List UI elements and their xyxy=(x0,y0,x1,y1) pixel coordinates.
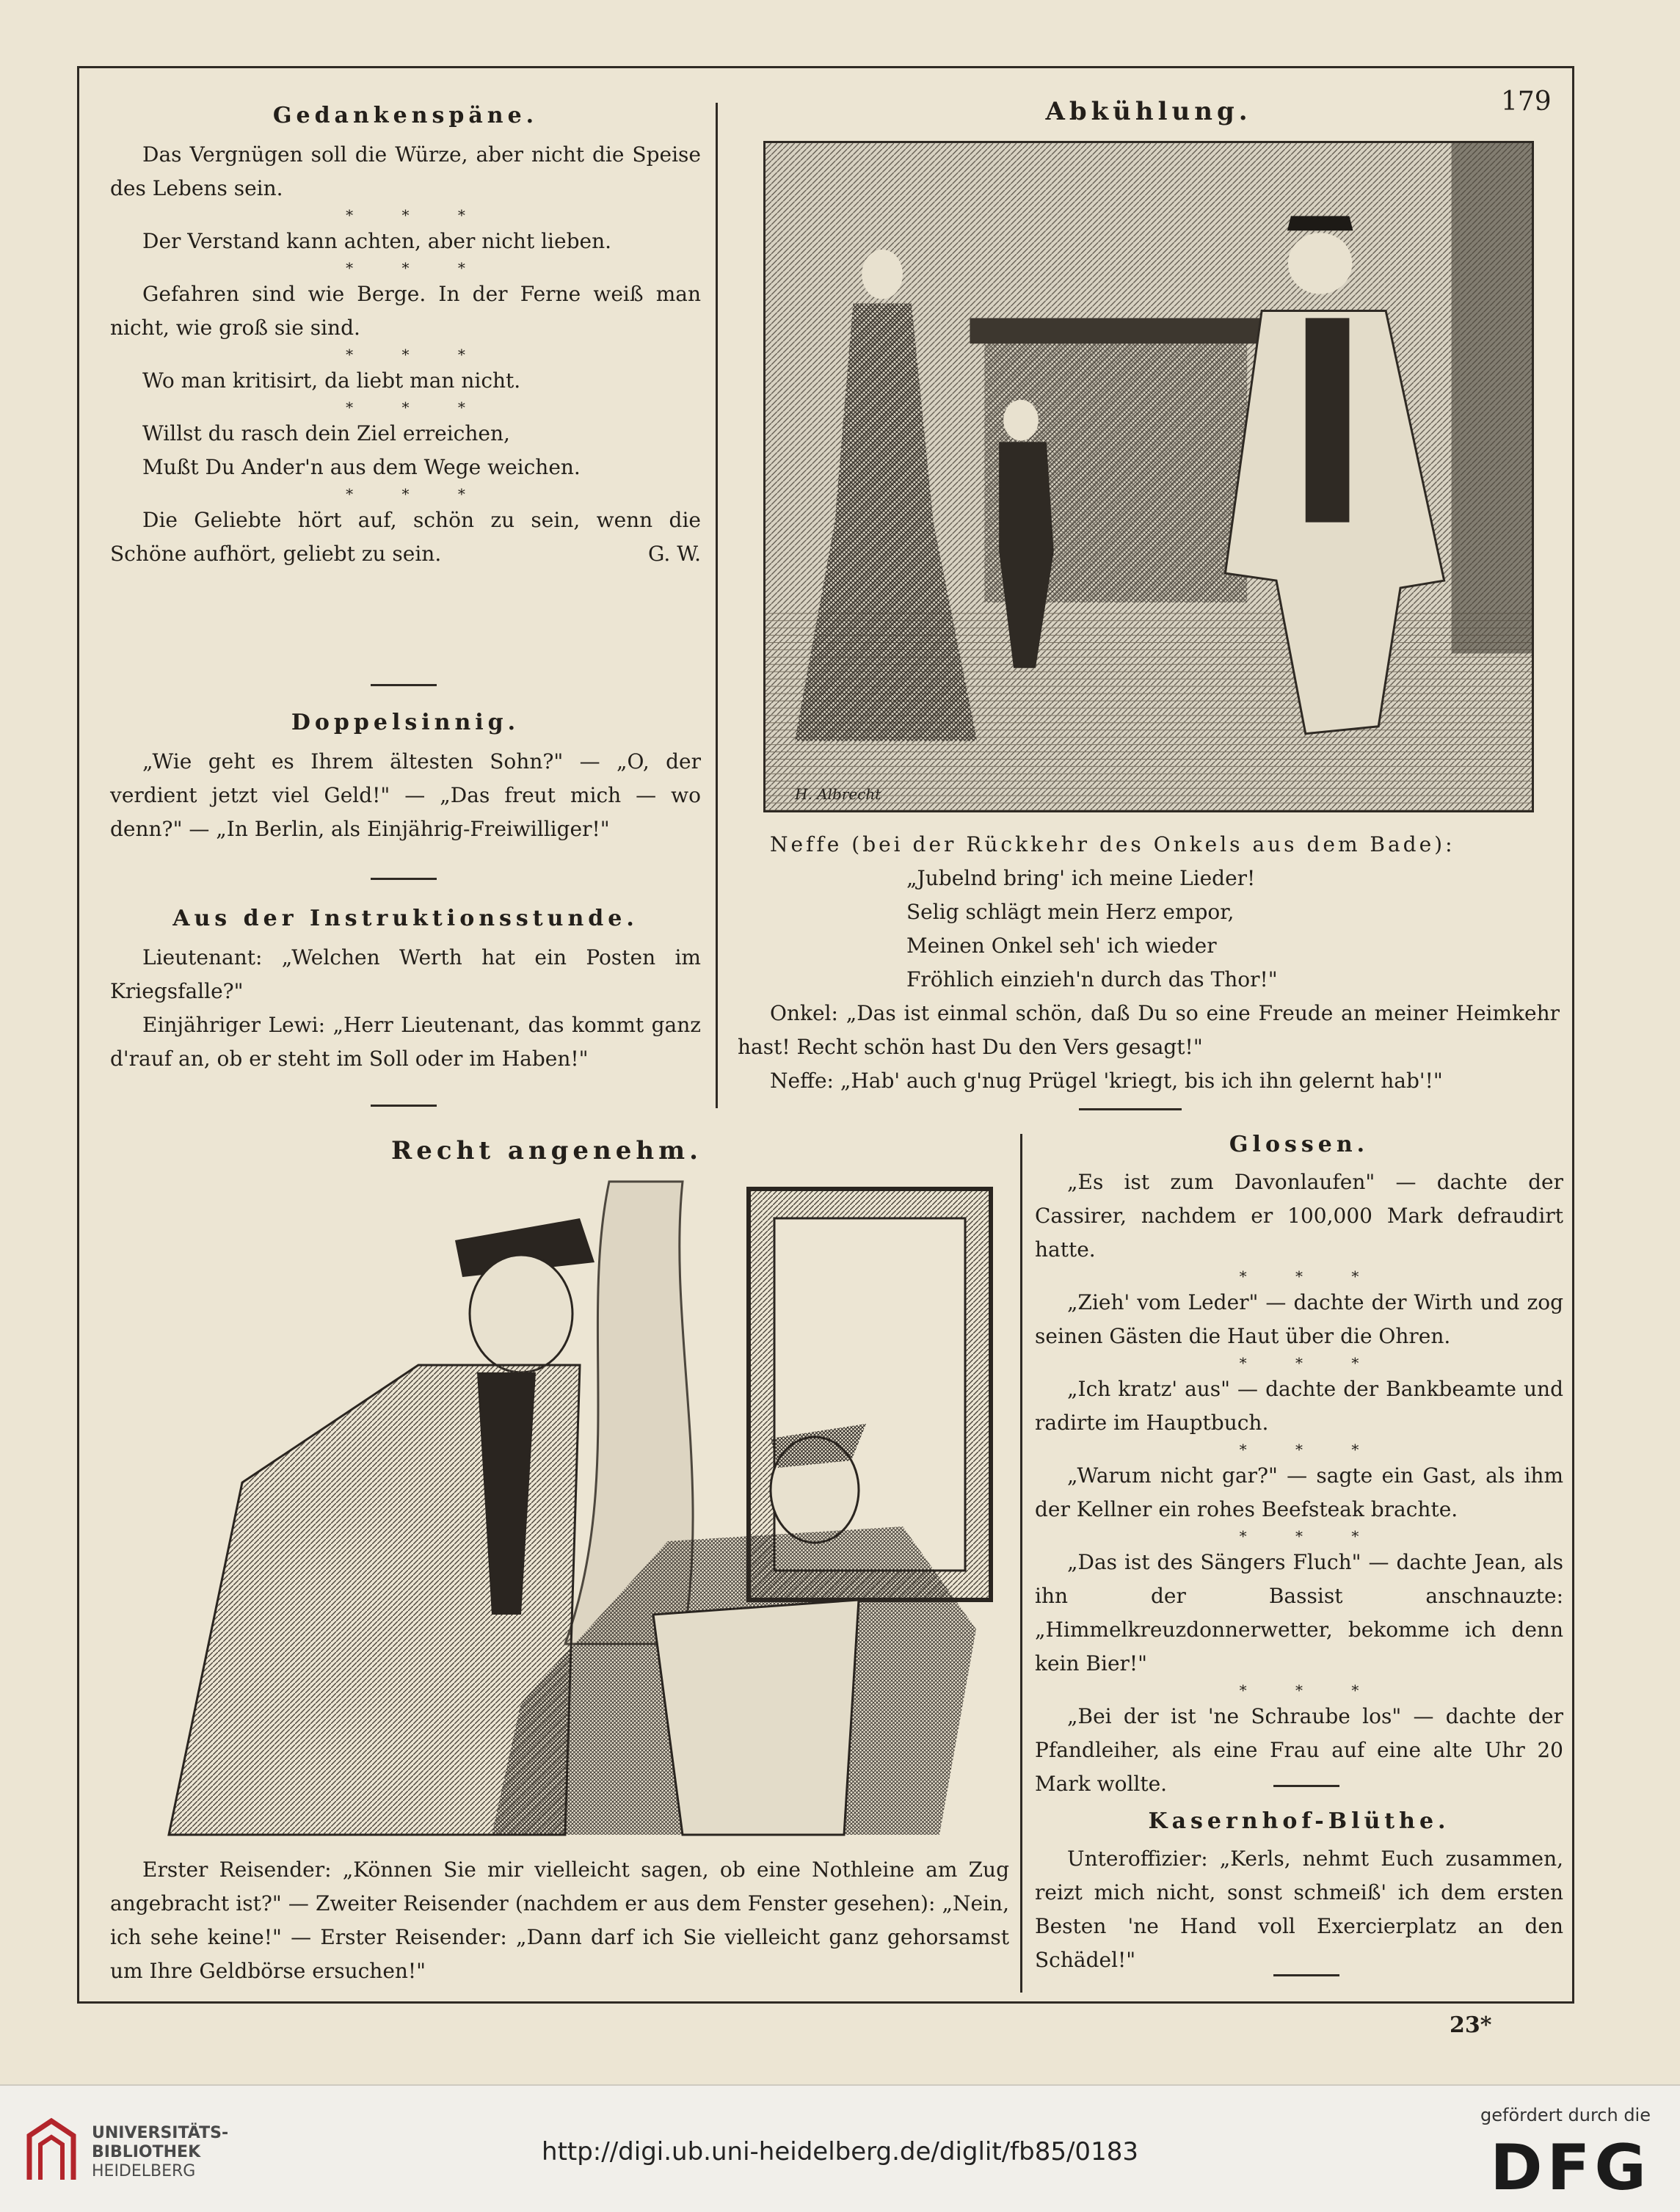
section-rule xyxy=(371,684,437,686)
speaker-line: Neffe (bei der Rückkehr des Onkels aus dem Bade): xyxy=(770,832,1455,856)
section-rule xyxy=(1273,1974,1339,1976)
section-rule xyxy=(371,1105,437,1107)
library-city: HEIDELBERG xyxy=(92,2162,196,2180)
section-kasernhof xyxy=(1035,1807,1563,1977)
verse-line: Willst du rasch dein Ziel erreichen, xyxy=(142,421,510,445)
sheet-mark: 23* xyxy=(1450,2012,1492,2038)
verse-line: Fröhlich einzieh'n durch das Thor!" xyxy=(906,967,1278,992)
gloss-item: „Ich kratz' aus" — dachte der Bankbeamte und radirte im Hauptbuch. xyxy=(1035,1377,1563,1435)
section-gedankenspaene xyxy=(110,101,701,571)
dialog-line: Lieutenant: „Welchen Werth hat ein Posten im Kriegsfalle?" xyxy=(110,945,701,1003)
section-recht-angenehm-caption xyxy=(110,1853,1009,1988)
separator-stars: * * * xyxy=(1239,1681,1381,1699)
aphorism-text: Die Geliebte hört auf, schön zu sein, wenn die Schöne aufhört, geliebt zu sein. xyxy=(110,508,701,566)
verse-line: Meinen Onkel seh' ich wieder xyxy=(906,934,1217,958)
separator-stars: * * * xyxy=(346,485,487,503)
separator-stars: * * * xyxy=(1239,1354,1381,1372)
aphorism xyxy=(110,503,701,571)
separator-stars: * * * xyxy=(346,346,487,363)
illustration-abkuehlung xyxy=(763,141,1534,812)
separator-stars: * * * xyxy=(1239,1527,1381,1545)
dialog-line: Onkel: „Das ist einmal schön, daß Du so eine Freude an meiner Heimkehr hast! Recht schön hast Du den Vers gesagt!" xyxy=(738,1001,1560,1059)
poem xyxy=(738,862,1560,997)
gloss-item: „Zieh' vom Leder" — dachte der Wirth und zog seinen Gästen die Haut über die Ohren. xyxy=(1035,1290,1563,1348)
dialog-line: Neffe: „Hab' auch g'nug Prügel 'kriegt, bis ich ihn gelernt hab'!" xyxy=(770,1069,1443,1093)
section-title: Recht angenehm. xyxy=(391,1136,702,1165)
permalink-url[interactable]: http://digi.ub.uni-heidelberg.de/diglit/fb85/0183 xyxy=(542,2137,1138,2166)
aphorism: Der Verstand kann achten, aber nicht lieben. xyxy=(142,229,612,253)
gloss-item: „Warum nicht gar?" — sagte ein Gast, als ihm der Kellner ein rohes Beefsteak brachte. xyxy=(1035,1463,1563,1521)
library-name-text: UNIVERSITÄTS- BIBLIOTHEK xyxy=(92,2124,229,2161)
section-doppelsinnig xyxy=(110,708,701,846)
section-title: Glossen. xyxy=(1229,1132,1370,1157)
caption-text: Erster Reisender: „Können Sie mir vielleicht sagen, ob eine Nothleine am Zug angebracht ist?" — Zweiter Reisender (nachdem er aus dem Fenster gesehen): „Nein, ich sehe keine!" — Erster Reisender: „Dann darf ich Sie vielleicht ganz gehorsamst um Ihre Geldbörse ersuchen!" xyxy=(110,1858,1009,1983)
separator-stars: * * * xyxy=(346,399,487,416)
gloss-item: „Das ist des Sängers Fluch" — dachte Jean, als ihn der Bassist anschnauzte: „Himmelkreuzdonnerwetter, bekomme ich denn kein Bier!" xyxy=(1035,1550,1563,1676)
verse-line: Mußt Du Ander'n aus dem Wege weichen. xyxy=(142,455,581,479)
engraving-family-scene xyxy=(766,143,1532,810)
column-divider-bottom xyxy=(1020,1134,1022,1993)
section-title: Abkühlung. xyxy=(1045,97,1252,126)
section-rule xyxy=(371,878,437,880)
author-signature: G. W. xyxy=(648,542,701,566)
section-title: Kasernhof-Blüthe. xyxy=(1148,1808,1450,1834)
section-abkuehlung-title xyxy=(734,97,1563,126)
illustration-recht-angenehm xyxy=(110,1174,1013,1838)
separator-stars: * * * xyxy=(1239,1267,1381,1285)
gloss-item: „Bei der ist 'ne Schraube los" — dachte der Pfandleiher, als eine Frau auf eine alte Uhr 20 Mark wollte. xyxy=(1035,1704,1563,1796)
section-rule xyxy=(1273,1785,1339,1787)
engraving-train-compartment xyxy=(110,1174,1013,1838)
page-number: 179 xyxy=(1501,87,1552,117)
section-title: Aus der Instruktionsstunde. xyxy=(172,906,639,931)
dialog-line: Einjähriger Lewi: „Herr Lieutenant, das kommt ganz d'rauf an, ob er steht im Soll oder im Haben!" xyxy=(110,1013,701,1071)
artist-signature: H. Albrecht xyxy=(795,785,881,803)
aphorism: Wo man kritisirt, da liebt man nicht. xyxy=(142,368,521,393)
verse-line: „Jubelnd bring' ich meine Lieder! xyxy=(906,866,1256,890)
joke-text: „Wie geht es Ihrem ältesten Sohn?" — „O, der verdient jetzt viel Geld!" — „Das freut mich — wo denn?" — „In Berlin, als Einjährig-Freiwilliger!" xyxy=(110,749,701,841)
column-divider-top xyxy=(716,103,718,1108)
digitization-footer xyxy=(0,2084,1680,2212)
section-recht-angenehm-title xyxy=(88,1136,1006,1165)
section-title: Doppelsinnig. xyxy=(291,710,520,735)
gloss-item: „Es ist zum Davonlaufen" — dachte der Cassirer, nachdem er 100,000 Mark defraudirt hatte. xyxy=(1035,1170,1563,1262)
section-rule xyxy=(1079,1108,1182,1110)
separator-stars: * * * xyxy=(346,206,487,224)
section-glossen xyxy=(1035,1130,1563,1801)
section-instruktion xyxy=(110,904,701,1076)
section-abkuehlung-text xyxy=(738,828,1560,1098)
dfg-logo: DFG xyxy=(1490,2131,1651,2205)
section-title: Gedankenspäne. xyxy=(272,103,539,128)
verse-line: Selig schlägt mein Herz empor, xyxy=(906,900,1234,924)
separator-stars: * * * xyxy=(1239,1441,1381,1458)
funding-note: gefördert durch die xyxy=(1480,2105,1651,2125)
joke-text: Unteroffizier: „Kerls, nehmt Euch zusammen, reizt mich nicht, sonst schmeiß' ich dem ersten Besten 'ne Hand voll Exercierplatz an den Schädel!" xyxy=(1035,1847,1563,1972)
separator-stars: * * * xyxy=(346,259,487,277)
aphorism: Gefahren sind wie Berge. In der Ferne weiß man nicht, wie groß sie sind. xyxy=(110,282,701,340)
aphorism: Das Vergnügen soll die Würze, aber nicht die Speise des Lebens sein. xyxy=(110,142,701,200)
